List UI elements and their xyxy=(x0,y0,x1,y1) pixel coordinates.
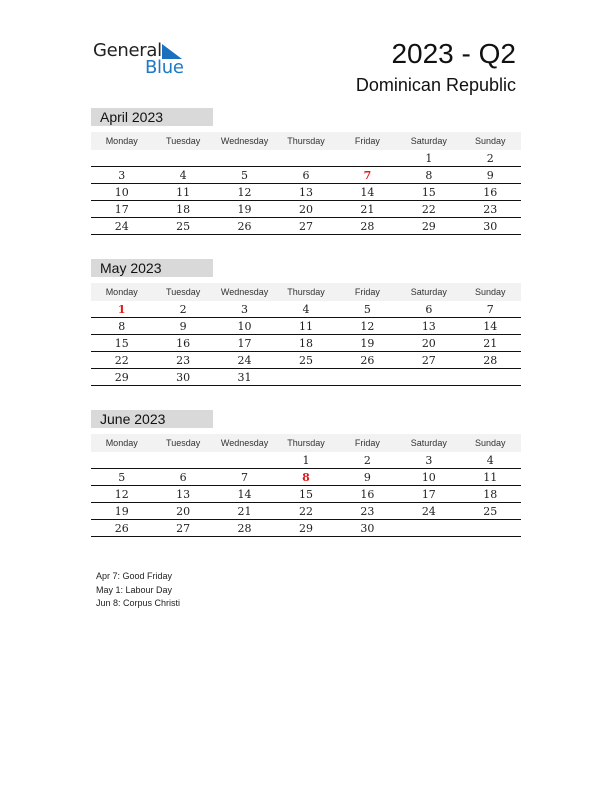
week-row xyxy=(91,452,521,469)
weekday-header-row xyxy=(91,283,521,301)
date-cell: 14 xyxy=(360,186,375,199)
date-cell: 20 xyxy=(176,505,191,518)
date-cell: 30 xyxy=(176,371,191,384)
date-cell: 22 xyxy=(298,505,313,518)
month-calendar xyxy=(91,108,521,235)
date-cell: 13 xyxy=(298,186,313,199)
page-title: 2023 - Q2 xyxy=(391,38,516,69)
weekday-header-row xyxy=(91,132,521,150)
weekday-header: Wednesday xyxy=(220,287,269,297)
weeks xyxy=(91,150,521,235)
date-cell xyxy=(337,369,398,385)
date-cell xyxy=(152,150,213,166)
date-cell: 21 xyxy=(483,337,498,350)
date-cell: 25 xyxy=(298,354,313,367)
date-cell: 23 xyxy=(360,505,375,518)
weekday-header: Thursday xyxy=(287,287,325,297)
weekday-header: Saturday xyxy=(410,136,447,146)
date-cell: 27 xyxy=(421,354,436,367)
date-cell: 8 xyxy=(118,320,126,333)
date-cell: 19 xyxy=(114,505,129,518)
month-calendar xyxy=(91,410,521,537)
date-cell: 23 xyxy=(483,203,498,216)
date-cell: 2 xyxy=(363,454,371,467)
date-cell: 14 xyxy=(237,488,252,501)
date-cell: 8 xyxy=(425,169,433,182)
date-cell: 15 xyxy=(114,337,129,350)
date-cell: 28 xyxy=(483,354,498,367)
weekday-header: Friday xyxy=(354,136,380,146)
date-cell: 16 xyxy=(360,488,375,501)
date-cell: 17 xyxy=(421,488,436,501)
date-cell: 26 xyxy=(360,354,375,367)
holiday-date-cell: 1 xyxy=(117,303,126,316)
weeks xyxy=(91,452,521,537)
month-label: May 2023 xyxy=(91,259,213,277)
date-cell: 24 xyxy=(114,220,129,233)
date-cell: 28 xyxy=(360,220,375,233)
date-cell: 10 xyxy=(237,320,252,333)
weekday-header: Monday xyxy=(105,136,138,146)
date-cell: 7 xyxy=(486,303,494,316)
date-cell: 13 xyxy=(176,488,191,501)
date-cell: 23 xyxy=(176,354,191,367)
date-cell: 18 xyxy=(483,488,498,501)
month-label: June 2023 xyxy=(91,410,213,428)
week-row xyxy=(91,301,521,318)
date-cell: 6 xyxy=(179,471,187,484)
date-cell: 27 xyxy=(176,522,191,535)
date-cell: 9 xyxy=(363,471,371,484)
date-cell xyxy=(91,150,152,166)
date-cell: 18 xyxy=(298,337,313,350)
date-cell: 20 xyxy=(298,203,313,216)
date-cell: 15 xyxy=(421,186,436,199)
weekday-header: Friday xyxy=(354,287,380,297)
holiday-notes xyxy=(96,570,180,611)
weekday-header: Monday xyxy=(105,287,138,297)
week-row xyxy=(91,486,521,503)
date-cell: 29 xyxy=(421,220,436,233)
date-cell: 2 xyxy=(486,152,494,165)
date-cell: 16 xyxy=(483,186,498,199)
date-cell: 20 xyxy=(421,337,436,350)
date-cell: 2 xyxy=(179,303,187,316)
date-cell xyxy=(398,520,459,536)
date-cell: 19 xyxy=(360,337,375,350)
holiday-note: Jun 8: Corpus Christi xyxy=(96,598,181,608)
date-cell: 11 xyxy=(176,186,191,199)
date-cell: 12 xyxy=(114,488,129,501)
holiday-date-cell: 8 xyxy=(302,471,310,484)
holiday-note: May 1: Labour Day xyxy=(96,584,173,595)
date-cell: 26 xyxy=(114,522,129,535)
date-cell: 21 xyxy=(237,505,252,518)
date-cell: 5 xyxy=(363,303,371,316)
weeks xyxy=(91,301,521,386)
date-cell: 3 xyxy=(241,303,249,316)
date-cell: 30 xyxy=(483,220,498,233)
country-name: Dominican Republic xyxy=(355,75,516,95)
week-row xyxy=(91,318,521,335)
weekday-header: Saturday xyxy=(410,287,447,297)
weekday-header: Thursday xyxy=(287,136,325,146)
date-cell: 4 xyxy=(302,303,310,316)
week-row xyxy=(91,201,521,218)
date-cell: 9 xyxy=(179,320,187,333)
logo-text-blue: Blue xyxy=(145,57,184,78)
weekday-header: Tuesday xyxy=(166,136,201,146)
date-cell xyxy=(214,150,275,166)
logo-text-general: General xyxy=(93,40,162,61)
date-cell: 15 xyxy=(298,488,313,501)
date-cell xyxy=(460,369,521,385)
weekday-header-row xyxy=(91,434,521,452)
weekday-header: Tuesday xyxy=(166,287,201,297)
week-row xyxy=(91,184,521,201)
date-cell: 17 xyxy=(114,203,129,216)
holiday-date-cell: 7 xyxy=(363,169,372,182)
week-row xyxy=(91,335,521,352)
date-cell: 18 xyxy=(176,203,191,216)
date-cell xyxy=(275,150,336,166)
weekday-header: Saturday xyxy=(410,438,447,448)
holiday-note: Apr 7: Good Friday xyxy=(96,571,173,581)
date-cell: 11 xyxy=(483,471,498,484)
date-cell: 14 xyxy=(483,320,498,333)
date-cell xyxy=(152,452,213,468)
date-cell: 31 xyxy=(237,371,252,384)
weekday-header: Friday xyxy=(354,438,380,448)
date-cell: 3 xyxy=(425,454,433,467)
date-cell: 22 xyxy=(114,354,129,367)
date-cell: 29 xyxy=(114,371,129,384)
date-cell: 21 xyxy=(360,203,375,216)
week-row xyxy=(91,369,521,386)
week-row xyxy=(91,150,521,167)
date-cell: 26 xyxy=(237,220,252,233)
week-row xyxy=(91,520,521,537)
date-cell: 1 xyxy=(302,454,310,467)
date-cell: 10 xyxy=(114,186,129,199)
week-row xyxy=(91,352,521,369)
date-cell: 17 xyxy=(237,337,252,350)
date-cell: 11 xyxy=(298,320,313,333)
date-cell: 3 xyxy=(118,169,126,182)
date-cell: 6 xyxy=(425,303,433,316)
date-cell: 30 xyxy=(360,522,375,535)
weekday-header: Sunday xyxy=(474,438,506,448)
date-cell: 12 xyxy=(237,186,252,199)
weekday-header: Monday xyxy=(105,438,138,448)
date-cell: 4 xyxy=(179,169,187,182)
date-cell: 9 xyxy=(486,169,494,182)
date-cell: 5 xyxy=(118,471,126,484)
weekday-header: Sunday xyxy=(474,287,506,297)
week-row xyxy=(91,503,521,520)
date-cell: 29 xyxy=(298,522,313,535)
month-calendar xyxy=(91,259,521,386)
date-cell xyxy=(460,520,521,536)
week-row xyxy=(91,167,521,184)
date-cell: 6 xyxy=(302,169,310,182)
month-label: April 2023 xyxy=(91,108,213,126)
weekday-header: Wednesday xyxy=(220,438,269,448)
week-row xyxy=(91,218,521,235)
date-cell: 10 xyxy=(421,471,436,484)
date-cell: 7 xyxy=(241,471,249,484)
date-cell: 25 xyxy=(483,505,498,518)
date-cell xyxy=(337,150,398,166)
week-row xyxy=(91,469,521,486)
date-cell xyxy=(398,369,459,385)
weekday-header: Tuesday xyxy=(166,438,201,448)
date-cell: 25 xyxy=(176,220,191,233)
date-cell: 12 xyxy=(360,320,375,333)
date-cell: 27 xyxy=(298,220,313,233)
date-cell: 16 xyxy=(176,337,191,350)
date-cell: 4 xyxy=(486,454,494,467)
date-cell: 5 xyxy=(241,169,249,182)
date-cell: 24 xyxy=(421,505,436,518)
weekday-header: Thursday xyxy=(287,438,325,448)
date-cell xyxy=(275,369,336,385)
date-cell xyxy=(214,452,275,468)
date-cell: 22 xyxy=(421,203,436,216)
date-cell: 28 xyxy=(237,522,252,535)
weekday-header: Wednesday xyxy=(220,136,269,146)
date-cell: 19 xyxy=(237,203,252,216)
generalblue-logo xyxy=(93,40,193,80)
weekday-header: Sunday xyxy=(474,136,506,146)
date-cell: 1 xyxy=(425,152,433,165)
date-cell: 24 xyxy=(237,354,252,367)
date-cell: 13 xyxy=(421,320,436,333)
date-cell xyxy=(91,452,152,468)
